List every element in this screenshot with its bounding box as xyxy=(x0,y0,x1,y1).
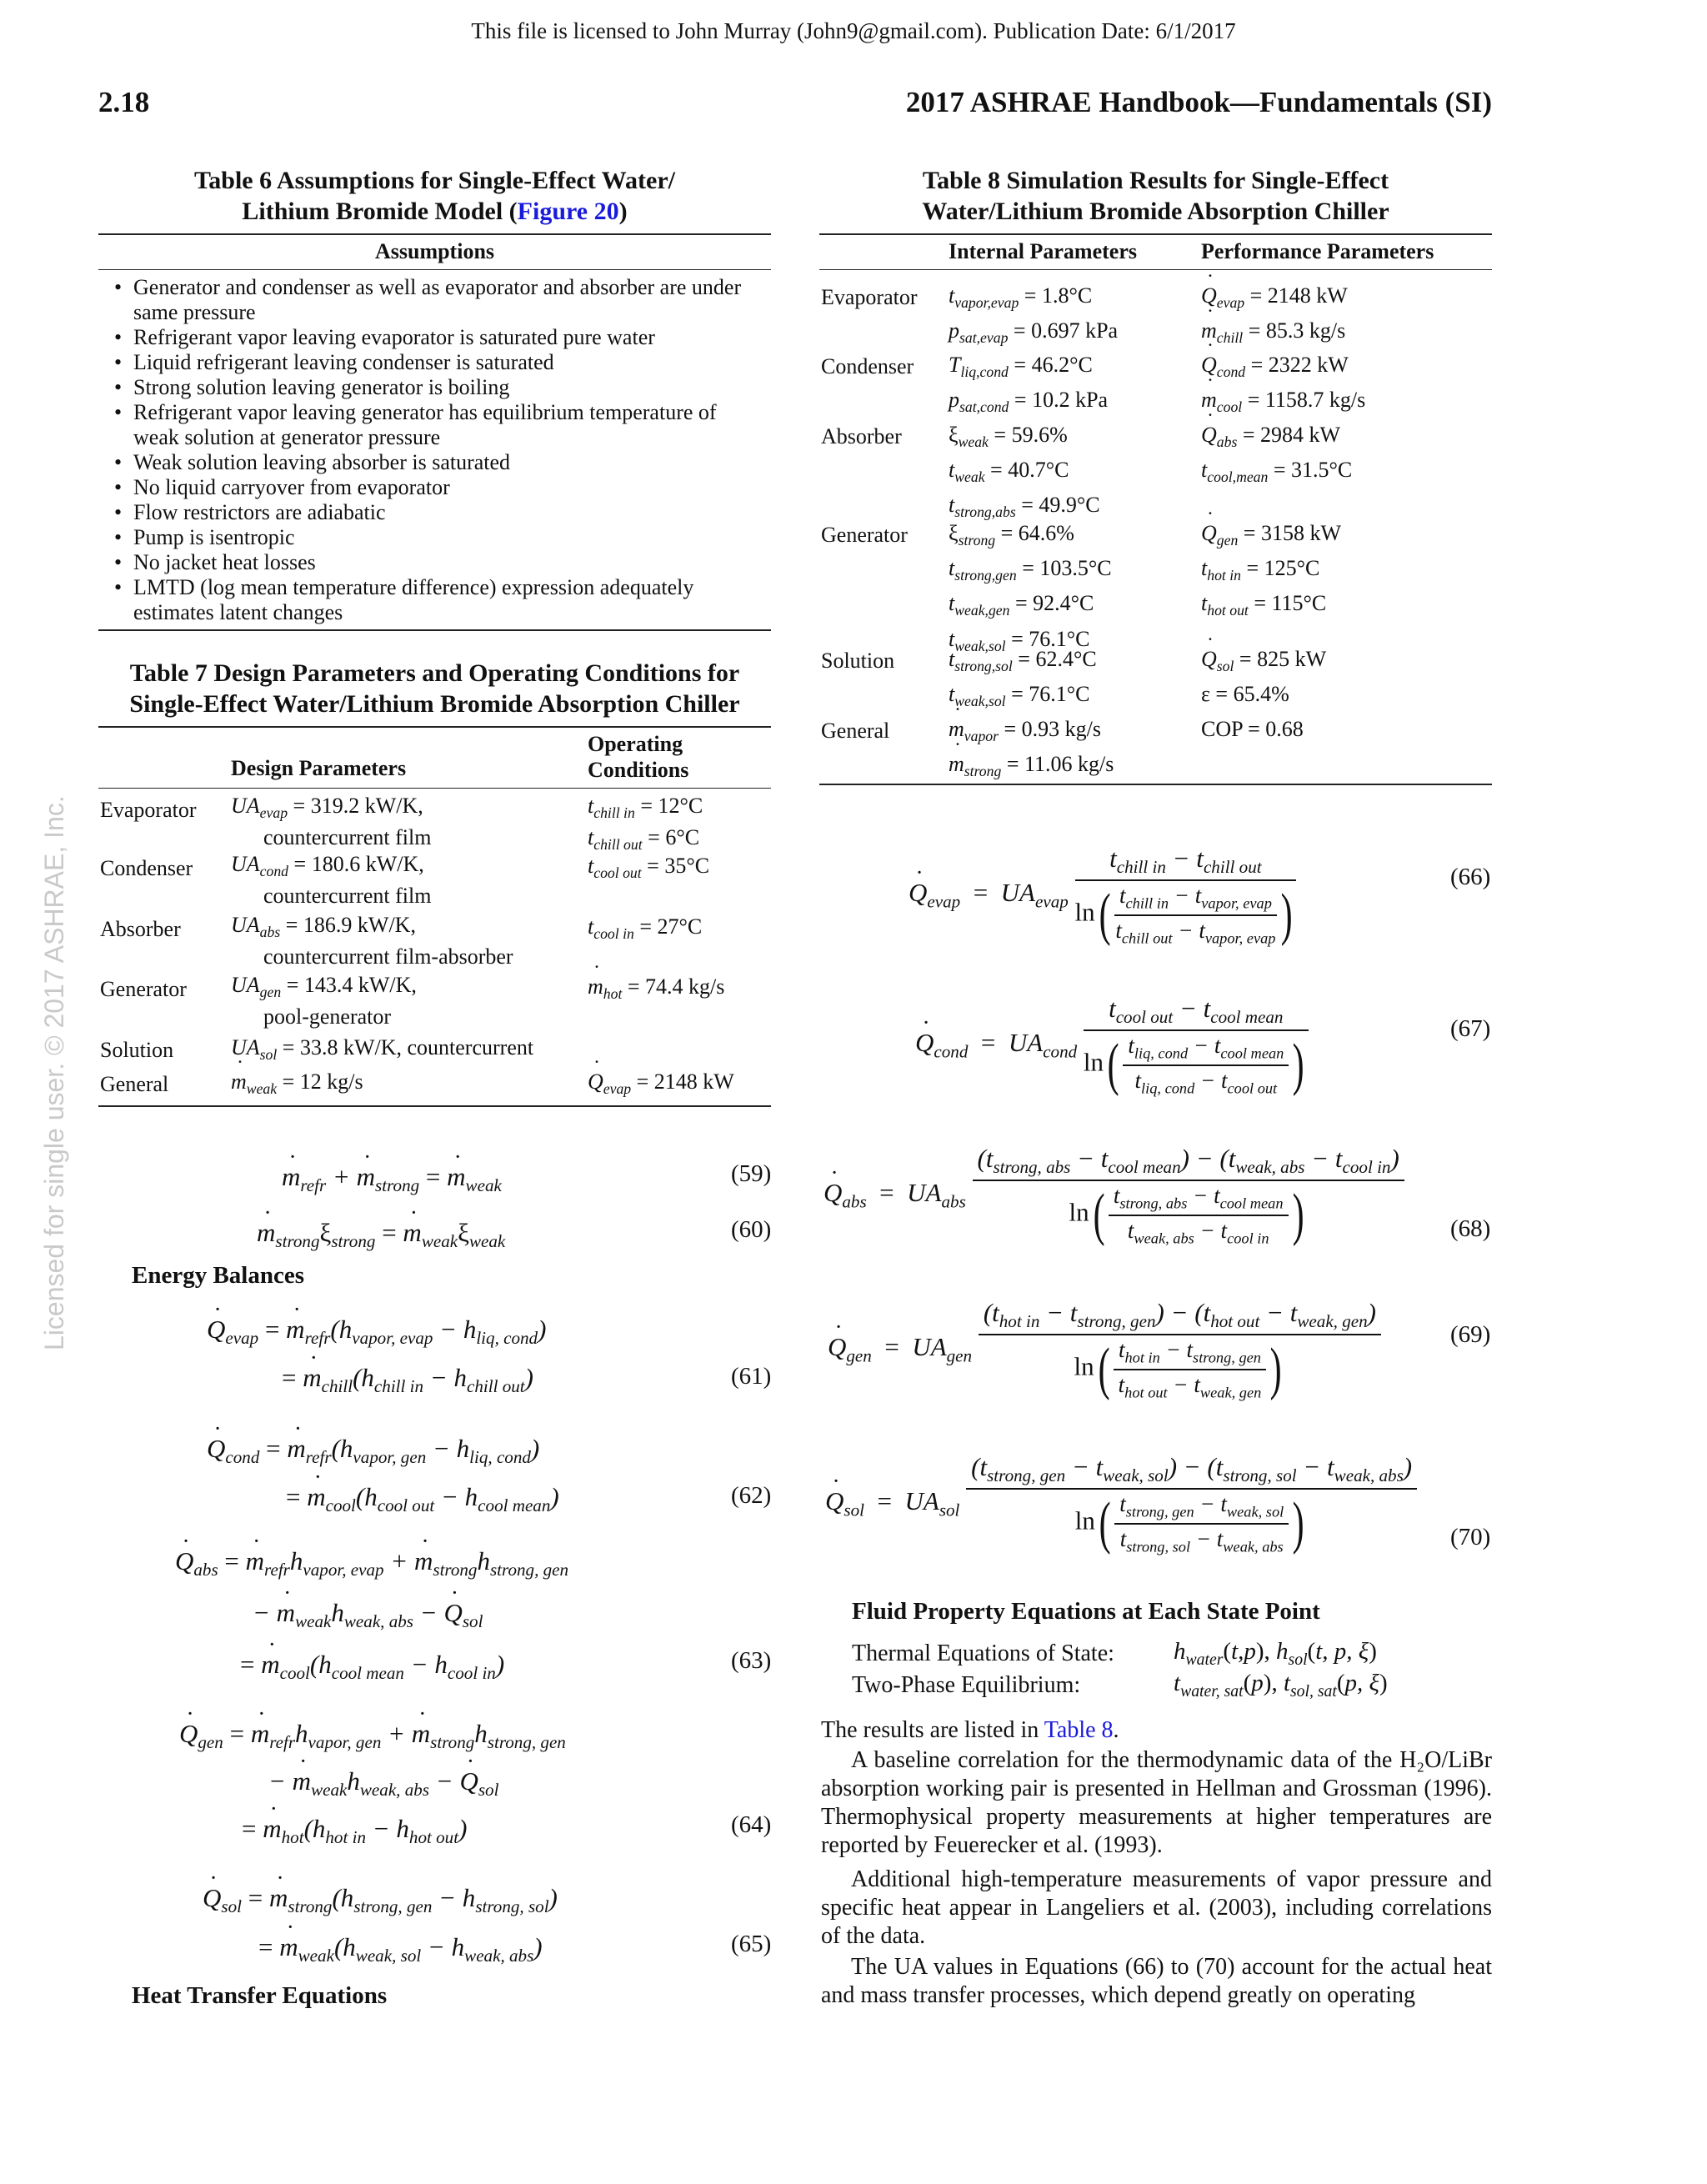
table8-generator-internal: $\xi_{strong} = 64.6\%$ $t_{strong,gen} = 103.5^\circ C$ $t_{weak,gen} = 92.4^\circ C$ $t_{weak,sol} = 76.1^\circ C$ xyxy=(949,521,1112,654)
equation-61-line2: = m $˙_{chill}(h_{chill in} - h_{chill out})$ xyxy=(282,1363,533,1397)
list-item: • Generator and condenser as well as evaporator and absorber are under same pressure xyxy=(114,275,766,325)
table8-general-internal: m $˙_{vapor} = 0.93$ kg/s m $˙_{strong} = 11.06$ kg/s xyxy=(949,715,1114,785)
table7-col-operating xyxy=(588,731,688,783)
equation-68: Q $˙_{abs} = UA_{abs}$ $(t_{strong, abs} - t_{cool mean}) - (t_{weak, abs} - t_{cool in})$ ln( $\frac{t_{strong, abs} - t_{cool mean}}{t_{weak, abs} - t_{cool in}}$ ) xyxy=(823,1144,1404,1247)
table7-solution-label: Solution xyxy=(100,1038,174,1062)
table7-title-line2: Single-Effect Water/Lithium Bromide Absorption Chiller xyxy=(129,690,740,718)
paragraph-1: A baseline correlation for the thermodynamic data of the H₂O/LiBr absorption working pair is presented in Hellman and Grossman (1996). Thermophysical property measurements at higher temperatures are reported by Feuerecker et al. (1993). xyxy=(821,1747,1492,1858)
equation-59-number: (59) xyxy=(731,1160,772,1187)
equation-61-number: (61) xyxy=(731,1363,772,1390)
equation-63-line2: − m $˙_{weak}h_{weak, abs} - Q$ $˙_{sol}$ xyxy=(253,1598,483,1632)
table8-title-line2: Water/Lithium Bromide Absorption Chiller xyxy=(922,198,1389,225)
thermal-equations-expr: $h_{water}(t,p)$, $h_{sol}(t$, p, ξ) xyxy=(1174,1638,1377,1669)
equation-63-line3: = m $˙_{cool}(h_{cool mean} - h_{cool in})$ xyxy=(240,1650,504,1684)
list-item: • Refrigerant vapor leaving generator has equilibrium temperature of weak solution at generator pressure xyxy=(114,400,766,450)
book-title: 2017 ASHRAE Handbook—Fundamentals (SI) xyxy=(905,86,1492,118)
table8-col-internal: Internal Parameters xyxy=(949,239,1137,263)
equation-65-number: (65) xyxy=(731,1931,772,1957)
equation-65-line2: = m $˙_{weak}(h_{weak, sol} - h_{weak, abs})$ xyxy=(258,1932,543,1966)
heat-transfer-heading: Heat Transfer Equations xyxy=(132,1982,388,2009)
table6-title-post: ) xyxy=(618,198,628,225)
table7-condenser-design: $UA_{cond} = 180.6$ kW/K, countercurrent film xyxy=(231,852,432,909)
figure20-link[interactable]: Figure 20 xyxy=(517,198,619,225)
table8-evaporator-internal: $t_{vapor,evap} = 1.8^\circ C$ $p_{sat,evap} = 0.697$ kPa xyxy=(949,283,1119,347)
table6-assumptions-list xyxy=(114,275,766,625)
two-phase-expr: $t_{water, sat}(p)$, $t_{sol, sat}(p$, ξ) xyxy=(1174,1670,1388,1701)
list-item: • Liquid refrigerant leaving condenser is saturated xyxy=(114,350,766,375)
table7-title xyxy=(98,658,771,719)
results-sentence: The results are listed in Table 8. xyxy=(821,1717,1119,1743)
table7-generator-design: $UA_{gen} = 143.4$ kW/K, pool-generator xyxy=(231,973,417,1029)
list-item: • No jacket heat losses xyxy=(114,550,766,575)
table8-absorber-performance: Q $˙_{abs} = 2984$ kW $t_{cool,mean} = 31.5^\circ C$ xyxy=(1201,421,1352,491)
table8-general-performance: COP = 0.68 xyxy=(1201,717,1304,741)
table7-bottom-rule xyxy=(98,1105,771,1107)
thermal-equations-label: Thermal Equations of State: xyxy=(852,1641,1114,1666)
table8-title-line1: Table 8 Simulation Results for Single-Effect xyxy=(922,167,1389,194)
equation-67: Q $˙_{cond} = UA_{cond}$ $t_{cool out} - t_{cool mean}$ ln( $\frac{t_{liq, cond} - t_{cool mean}}{t_{liq, cond} - t_{cool out}}$ ) xyxy=(915,994,1309,1097)
table6-column-header: Assumptions xyxy=(374,239,495,263)
table8-condenser-label: Condenser xyxy=(821,354,914,378)
table7-col-operating-2: Conditions xyxy=(588,758,689,782)
table8-evaporator-label: Evaporator xyxy=(821,285,918,309)
table7-general-operating: Q $˙_{evap} = 2148$ kW xyxy=(588,1068,734,1103)
table7-general-design: m $˙_{weak} = 12$ kg/s xyxy=(231,1068,363,1103)
table7-condenser-operating: $t_{cool out} = 35^\circ C$ xyxy=(588,854,710,882)
table7-absorber-design: $UA_{abs} = 186.9$ kW/K, countercurrent film-absorber xyxy=(231,913,513,969)
two-phase-label: Two-Phase Equilibrium: xyxy=(852,1672,1081,1698)
table8-generator-label: Generator xyxy=(821,523,908,547)
equation-64-number: (64) xyxy=(731,1811,772,1838)
equation-65-line1: Q $˙_{sol} = m$ $˙_{strong}(h_{strong, gen} - h_{strong, sol})$ xyxy=(203,1883,558,1917)
table7-absorber-operating: $t_{cool in} = 27^\circ C$ xyxy=(588,914,703,943)
table8-solution-label: Solution xyxy=(821,649,895,673)
table8-solution-performance: Q $˙_{sol} = 825$ kW ε = 65.4% xyxy=(1201,645,1326,709)
equation-63-number: (63) xyxy=(731,1647,772,1674)
table8-condenser-performance: Q $˙_{cond} = 2322$ kW m $˙_{cool} = 1158.7$ kg/s xyxy=(1201,351,1365,421)
table8-col-performance: Performance Parameters xyxy=(1201,239,1434,263)
fluid-property-heading: Fluid Property Equations at Each State Point xyxy=(852,1598,1320,1625)
equation-68-number: (68) xyxy=(1450,1215,1491,1242)
paragraph-2: Additional high-temperature measurements of vapor pressure and specific heat appear in Langeliers et al. (2003), including correlations of the data. xyxy=(821,1866,1492,1949)
table6-header-rule xyxy=(98,269,771,270)
equation-67-number: (67) xyxy=(1450,1015,1491,1042)
equation-69-number: (69) xyxy=(1450,1321,1491,1348)
equation-63-line1: Q $˙_{abs} = m$ $˙_{refr}h_{vapor, evap} + m$ $˙_{strong}h_{strong, gen}$ xyxy=(175,1546,568,1580)
paragraph-3: The UA values in Equations (66) to (70) account for the actual heat and mass transfer processes, which depend greatly on operating xyxy=(821,1954,1492,2008)
table8-solution-internal: $t_{strong,sol} = 62.4^\circ C$ $t_{weak,sol} = 76.1^\circ C$ xyxy=(949,647,1097,710)
table8-link[interactable]: Table 8 xyxy=(1044,1717,1114,1743)
table6-title xyxy=(98,165,771,227)
table8-evaporator-performance: Q $˙_{evap} = 2148$ kW m $˙_{chill} = 85.3$ kg/s xyxy=(1201,282,1348,352)
table7-title-line1: Table 7 Design Parameters and Operating Conditions for xyxy=(129,659,740,687)
license-notice: This file is licensed to John Murray (John9@gmail.com). Publication Date: 6/1/2017 xyxy=(471,18,1236,43)
energy-balances-heading: Energy Balances xyxy=(132,1262,305,1289)
table7-evaporator-label: Evaporator xyxy=(100,798,197,822)
equation-64-line3: = m $˙_{hot}(h_{hot in} - h_{hot out})$ xyxy=(242,1814,467,1848)
table8-absorber-label: Absorber xyxy=(821,424,902,448)
table7-evaporator-design: $UA_{evap} = 319.2$ kW/K, countercurrent film xyxy=(231,794,432,850)
table6-bottom-rule xyxy=(98,629,771,631)
page-number: 2.18 xyxy=(98,86,150,118)
table7-condenser-label: Condenser xyxy=(100,856,193,880)
list-item: • No liquid carryover from evaporator xyxy=(114,475,766,500)
list-item: • Flow restrictors are adiabatic xyxy=(114,500,766,525)
equation-61-line1: Q $˙_{evap} = m$ $˙_{refr}(h_{vapor, evap} - h_{liq, cond})$ xyxy=(207,1315,546,1349)
table7-solution-design: $UA_{sol} = 33.8$ kW/K, countercurrent xyxy=(231,1035,534,1064)
license-watermark: Licensed for single user. © 2017 ASHRAE, Inc. xyxy=(39,795,69,1350)
list-item: • Strong solution leaving generator is boiling xyxy=(114,375,766,400)
list-item: • Pump is isentropic xyxy=(114,525,766,550)
equation-60-number: (60) xyxy=(731,1216,772,1243)
equation-59: m $˙_{refr} + m$ $˙_{strong} = m$ $˙_{weak}$ xyxy=(282,1162,502,1196)
table7-col-design: Design Parameters xyxy=(231,756,407,780)
table7-top-rule xyxy=(98,726,771,728)
table7-evaporator-operating: $t_{chill in} = 12^\circ C$ $t_{chill out} = 6^\circ C$ xyxy=(588,794,703,854)
equation-66-number: (66) xyxy=(1450,864,1491,890)
table7-col-operating-1: Operating xyxy=(588,732,683,756)
table7-generator-label: Generator xyxy=(100,977,187,1001)
table8-top-rule xyxy=(819,233,1492,235)
table8-general-label: General xyxy=(821,719,890,743)
equation-62-line1: Q $˙_{cond} = m$ $˙_{refr}(h_{vapor, gen} - h_{liq, cond})$ xyxy=(207,1434,539,1468)
table7-header-rule xyxy=(98,788,771,789)
table6-top-rule xyxy=(98,233,771,235)
equation-70: Q $˙_{sol} = UA_{sol}$ $(t_{strong, gen} - t_{weak, sol}) - (t_{strong, sol} - t_{weak, abs})$ ln( $\frac{t_{strong, gen} - t_{weak, sol}}{t_{strong, sol} - t_{weak, abs}}$ ) xyxy=(825,1452,1417,1555)
equation-60: m $˙_{strong}\xi_{strong} = m$ $˙_{weak}\xi_{weak}$ xyxy=(257,1218,505,1252)
equation-70-number: (70) xyxy=(1450,1524,1491,1550)
table8-generator-performance: Q $˙_{gen} = 3158$ kW $t_{hot in} = 125^\circ C$ $t_{hot out} = 115^\circ C$ xyxy=(1201,519,1341,625)
table8-absorber-internal: $\xi_{weak} = 59.6\%$ $t_{weak} = 40.7^\circ C$ $t_{strong,abs} = 49.9^\circ C$ xyxy=(949,423,1100,521)
list-item: • LMTD (log mean temperature difference) expression adequately estimates latent changes xyxy=(114,575,766,625)
list-item: • Refrigerant vapor leaving evaporator is saturated pure water xyxy=(114,325,766,350)
table6-title-pre: Lithium Bromide Model ( xyxy=(242,198,518,225)
table8-bottom-rule xyxy=(819,784,1492,785)
equation-62-number: (62) xyxy=(731,1482,772,1509)
table6-title-line2 xyxy=(98,196,771,227)
equation-64-line1: Q $˙_{gen} = m$ $˙_{refr}h_{vapor, gen} + m$ $˙_{strong}h_{strong, gen}$ xyxy=(179,1719,566,1753)
equation-62-line2: = m $˙_{cool}(h_{cool out} - h_{cool mean})$ xyxy=(286,1482,559,1516)
table8-condenser-internal: $T_{liq,cond} = 46.2^\circ C$ $p_{sat,cond} = 10.2$ kPa xyxy=(949,353,1109,416)
table7-generator-operating: m $˙_{hot} = 74.4$ kg/s xyxy=(588,973,724,1008)
equation-66: Q $˙_{evap} = UA_{evap}$ $t_{chill in} - t_{chill out}$ ln( $\frac{t_{chill in} - t_{vapor, evap}}{t_{chill out} - t_{vapor, evap}}$ ) xyxy=(909,844,1296,947)
table7-general-label: General xyxy=(100,1072,169,1096)
equation-69: Q $˙_{gen} = UA_{gen}$ $(t_{hot in} - t_{strong, gen}) - (t_{hot out} - t_{weak, gen})$ ln( $\frac{t_{hot in} - t_{strong, gen}}{t_{hot out} - t_{weak, gen}}$ ) xyxy=(828,1298,1381,1401)
equation-64-line2: − m $˙_{weak}h_{weak, abs} - Q$ $˙_{sol}$ xyxy=(268,1766,498,1801)
table7-absorber-label: Absorber xyxy=(100,917,181,941)
list-item: • Weak solution leaving absorber is saturated xyxy=(114,450,766,475)
table6-title-line1: Table 6 Assumptions for Single-Effect Water/ xyxy=(194,167,675,194)
table8-header-rule xyxy=(819,269,1492,270)
table8-title xyxy=(819,165,1492,227)
